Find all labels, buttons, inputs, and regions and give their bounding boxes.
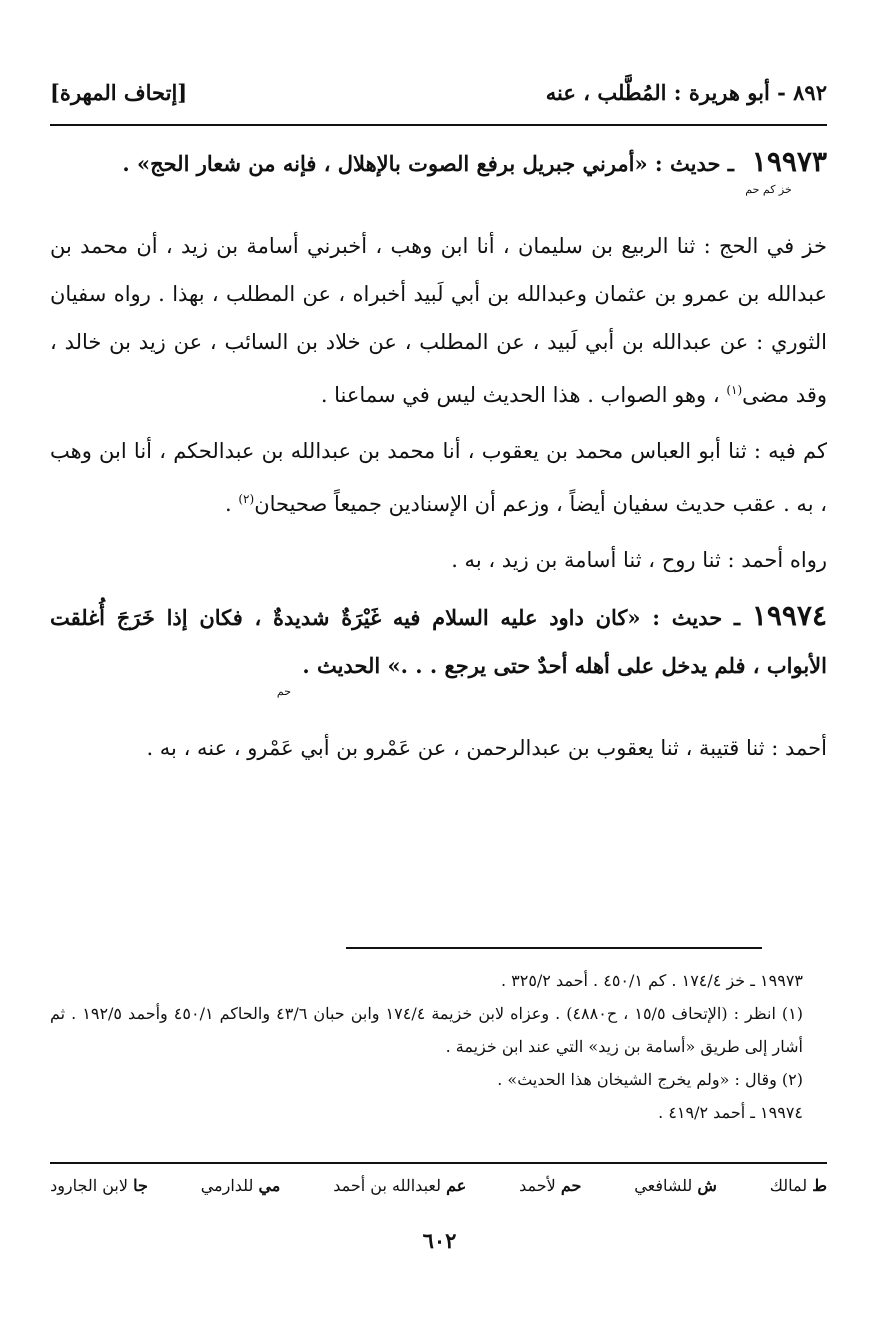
hadith-text: ـ حديث : «أمرني جبريل برفع الصوت بالإهلال ، فإنه من شعار الحج» . bbox=[122, 151, 734, 176]
footnote: (٢) وقال : «ولم يخرج الشيخان هذا الحديث» . bbox=[497, 1070, 803, 1089]
hadith-heading-19974 bbox=[50, 592, 827, 716]
isnad-paragraph: أحمد : ثنا قتيبة ، ثنا يعقوب بن عبدالرحمن ، عن عَمْرو بن أبي عَمْرو ، عنه ، به . bbox=[146, 736, 827, 760]
legend-item: جا لابن الجارود bbox=[50, 1176, 148, 1195]
isnad-paragraph: كم فيه : ثنا أبو العباس محمد بن يعقوب ، أنا محمد بن عبدالله بن عبدالحكم ، أنا ابن وهب ، به . عقب حديث سفيان أيضاً ، وزعم أن الإسنادين جميعاً صحيحان$^{(٢)}$ . bbox=[50, 439, 827, 516]
legend-item: مي للدارمي bbox=[200, 1176, 281, 1195]
footnotes bbox=[50, 964, 827, 1129]
book-title: [إتحاف المهرة] bbox=[50, 79, 188, 105]
footnote: (١) انظر : (الإتحاف ١٥/٥ ، ح٤٨٨٠) . وعزاه لابن خزيمة ١٧٤/٤ وابن حبان ٤٣/٦ والحاكم ٤٥٠/١ وأحمد ١٩٢/٥ . ثم أشار إلى طريق «أسامة بن زيد» التي عند ابن خزيمة . bbox=[50, 1004, 804, 1056]
footnote-ref-2: (٢) bbox=[238, 492, 255, 506]
running-title: ٨٩٢ - أبو هريرة : المُطَّلب ، عنه bbox=[545, 79, 827, 105]
hadith-number: ١٩٩٧٤ bbox=[751, 599, 828, 632]
legend-item: حم لأحمد bbox=[519, 1176, 582, 1195]
legend-item: عم لعبدالله بن أحمد bbox=[333, 1176, 467, 1195]
header-rule bbox=[50, 124, 827, 126]
legend-item: ش للشافعي bbox=[634, 1176, 717, 1195]
symbol-legend bbox=[50, 1176, 827, 1206]
isnad-paragraph: رواه أحمد : ثنا روح ، ثنا أسامة بن زيد ، به . bbox=[451, 548, 827, 572]
footnote: ١٩٩٧٤ ـ أحمد ٤١٩/٢ . bbox=[658, 1103, 803, 1122]
isnad-paragraph: خز في الحج : ثنا الربيع بن سليمان ، أنا ابن وهب ، أخبرني أسامة بن زيد ، أن محمد بن عبدالله بن عمرو بن عثمان وعبدالله بن أبي لَبيد أخبراه ، عن المطلب ، بهذا . رواه سفيان الثوري : عن عبدالله بن أبي لَبيد ، عن المطلب ، عن خلاد بن السائب ، عن زيد بن خالد ، وقد مضى$^{(١)}$ ، وهو الصواب . هذا الحديث ليس في سماعنا . bbox=[50, 234, 827, 407]
footnote-ref-1: (١) bbox=[726, 383, 743, 397]
hadith-heading-19973 bbox=[50, 138, 827, 214]
page-body bbox=[50, 138, 827, 772]
hadith-text: ـ حديث : «كان داود عليه السلام فيه غَيْرَةٌ شديدةٌ ، فكان إذا خَرَجَ أُغلقت الأبواب ، فلم يدخل على أهله أحدٌ حتى يرجع . . .» الحديث . bbox=[50, 605, 827, 678]
legend-item: ط لمالك bbox=[769, 1176, 827, 1195]
footnote-rule bbox=[346, 947, 762, 949]
footnote: ١٩٩٧٣ ـ خز ١٧٤/٤ . كم ٤٥٠/١ . أحمد ٣٢٥/٢ . bbox=[500, 971, 803, 990]
legend-rule bbox=[50, 1162, 827, 1164]
page-number: ٦٠٢ bbox=[422, 1228, 457, 1253]
source-symbols: حم bbox=[276, 685, 292, 698]
source-symbols: خز كم حم bbox=[745, 183, 792, 196]
page-header bbox=[50, 72, 827, 112]
hadith-number: ١٩٩٧٣ bbox=[751, 145, 827, 178]
